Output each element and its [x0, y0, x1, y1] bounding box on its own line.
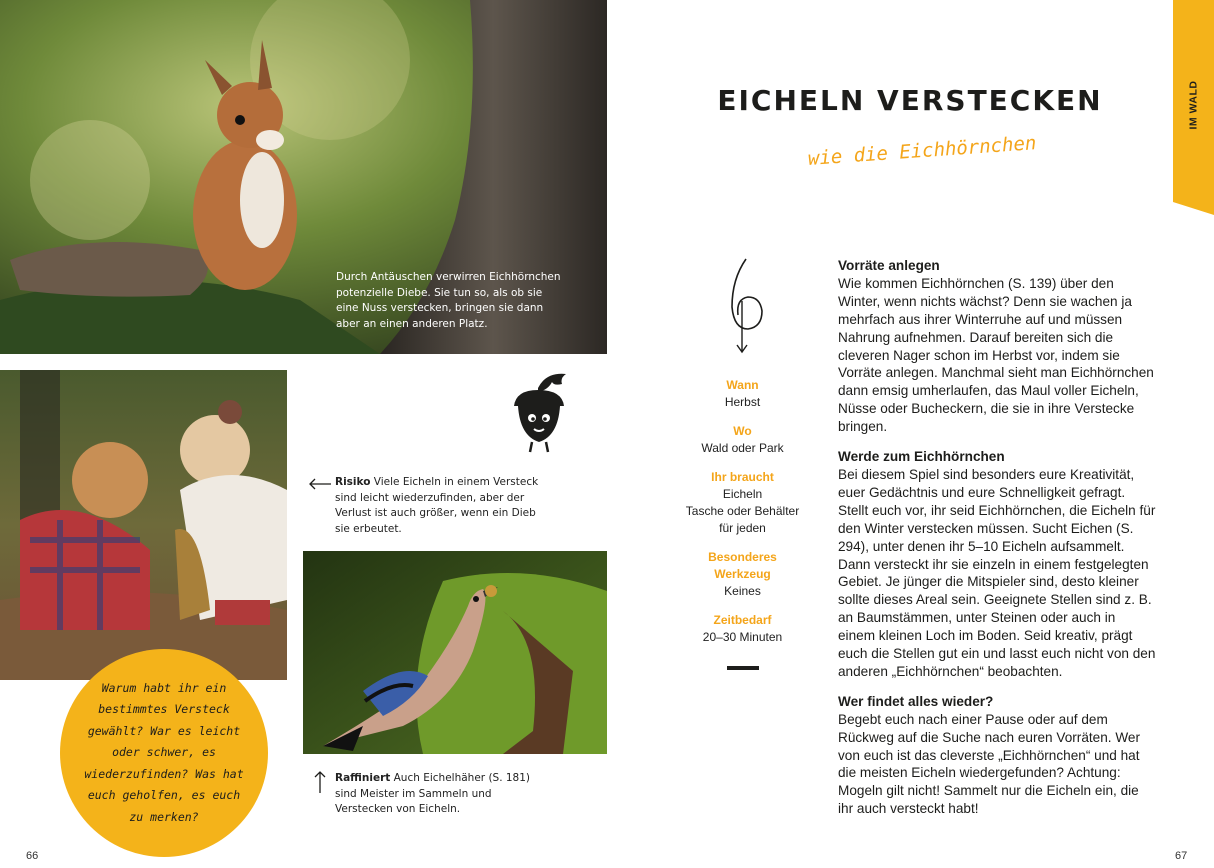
facts-column [670, 377, 815, 670]
fact-value: Herbst [724, 395, 761, 409]
fact-value: Keines [724, 584, 761, 598]
number-glyph-6 [724, 255, 768, 355]
fact-tools [670, 549, 815, 600]
section-heading: Werde zum Eichhörnchen [838, 449, 1005, 465]
section-paragraph: Wie kommen Eichhörnchen (S. 139) über den Winter, wenn nichts wächst? Denn sie wachen ja mehrfach aus ihrer Winterruhe auf und müssen Nahrung aufnehmen. Darauf bereiten sich die cleveren Nager schon im Herbst vor, indem sie Vorräte anlegen. Manchmal sieht man Eichhörnchen dann emsig umherlaufen, das Maul voller Eicheln, Nüsse oder Bucheckern, die sie in ihre Verstecke bringen. [838, 275, 1154, 435]
fact-value: Wald oder Park [701, 441, 784, 455]
section-tab-label-wrap [1178, 60, 1208, 150]
section-heading: Wer findet alles wieder? [838, 693, 994, 709]
risk-label: Risiko [335, 476, 371, 488]
question-bubble [60, 649, 268, 857]
facts-divider [727, 666, 759, 670]
body-text [838, 257, 1156, 830]
page-title: EICHELN VERSTECKEN [717, 84, 1103, 117]
squirrel-photo-caption: Durch Antäuschen verwirren Eichhörnchen potenzielle Diebe. Sie tun so, als ob sie eine Nuss verstecken, bringen sie dann aber an einen anderen Platz. [336, 271, 561, 330]
fact-label: Wo [733, 424, 752, 438]
section-paragraph: Begebt euch nach einer Pause oder auf dem Rückweg auf die Suche nach euren Vorräten. Wer von euch ist das cleverste „Eichhörnchen“ und hat die meisten Eicheln wiedergefunden? Achtung: Mogeln gilt nicht! Sammelt nur die Eicheln ein, die ihr auch versteckt habt! [838, 711, 1141, 817]
page-subtitle: wie die Eichhörnchen [807, 132, 1037, 170]
arrow-up-icon [314, 770, 326, 794]
jay-text: Auch Eichelhäher (S. 181) sind Meister im Sammeln und Verstecken von Eicheln. [335, 772, 531, 815]
fact-where [670, 423, 815, 457]
risk-text: Viele Eicheln in einem Versteck sind leicht wiederzufinden, aber der Verlust ist auch größer, wenn ein Dieb sie erbeutet. [335, 476, 539, 535]
arrow-left-icon [308, 477, 332, 489]
page-number-right: 67 [1175, 850, 1188, 862]
fact-duration [670, 612, 815, 646]
fact-label: Zeitbedarf [713, 613, 772, 627]
section-tab-label: IM WALD [1187, 80, 1199, 130]
fact-label: Ihr braucht [711, 470, 774, 484]
fact-value: 20–30 Minuten [702, 630, 783, 644]
jay-photo [303, 551, 607, 754]
section-heading: Vorräte anlegen [838, 258, 940, 273]
fact-label: Besonderes Werkzeug [708, 550, 777, 581]
jay-caption [335, 771, 545, 818]
children-photo [0, 370, 287, 680]
fact-label: Wann [726, 378, 759, 392]
jay-label: Raffiniert [335, 772, 391, 784]
fact-value: Eicheln Tasche oder Behälter für jeden [685, 487, 800, 535]
page-number-left: 66 [26, 850, 39, 862]
question-bubble-text: Warum habt ihr ein bestimmtes Versteck gewählt? War es leicht oder schwer, es wiederzufinden? Was hat euch geholfen, es euch zu merken? [84, 680, 244, 824]
fact-when [670, 377, 815, 411]
risk-caption [335, 475, 545, 537]
acorn-mascot-icon [508, 372, 572, 454]
section-paragraph: Bei diesem Spiel sind besonders eure Kreativität, euer Gedächtnis und eure Schnelligkeit gefragt. Stellt euch vor, ihr seid Eichhörnchen, die Eicheln für den Winter verstecken müssen. Sucht Eichen (S. 294), unter denen ihr 5–10 Eicheln aufsammelt. Dann versteckt ihr sie einzeln in einem festgelegten Gebiet. Je jünger die Mitspieler sind, desto kleiner sollte dieses Areal sein. Geeignete Stellen sind z. B. an Baumstämmen, unter Steinen oder auch in einem kleinen Loch im Boden. Seid kreativ, prägt euch die Stellen gut ein und lasst euch nicht von den anderen „Eichhörnchen“ beobachten. [838, 466, 1156, 679]
fact-materials [670, 469, 815, 537]
